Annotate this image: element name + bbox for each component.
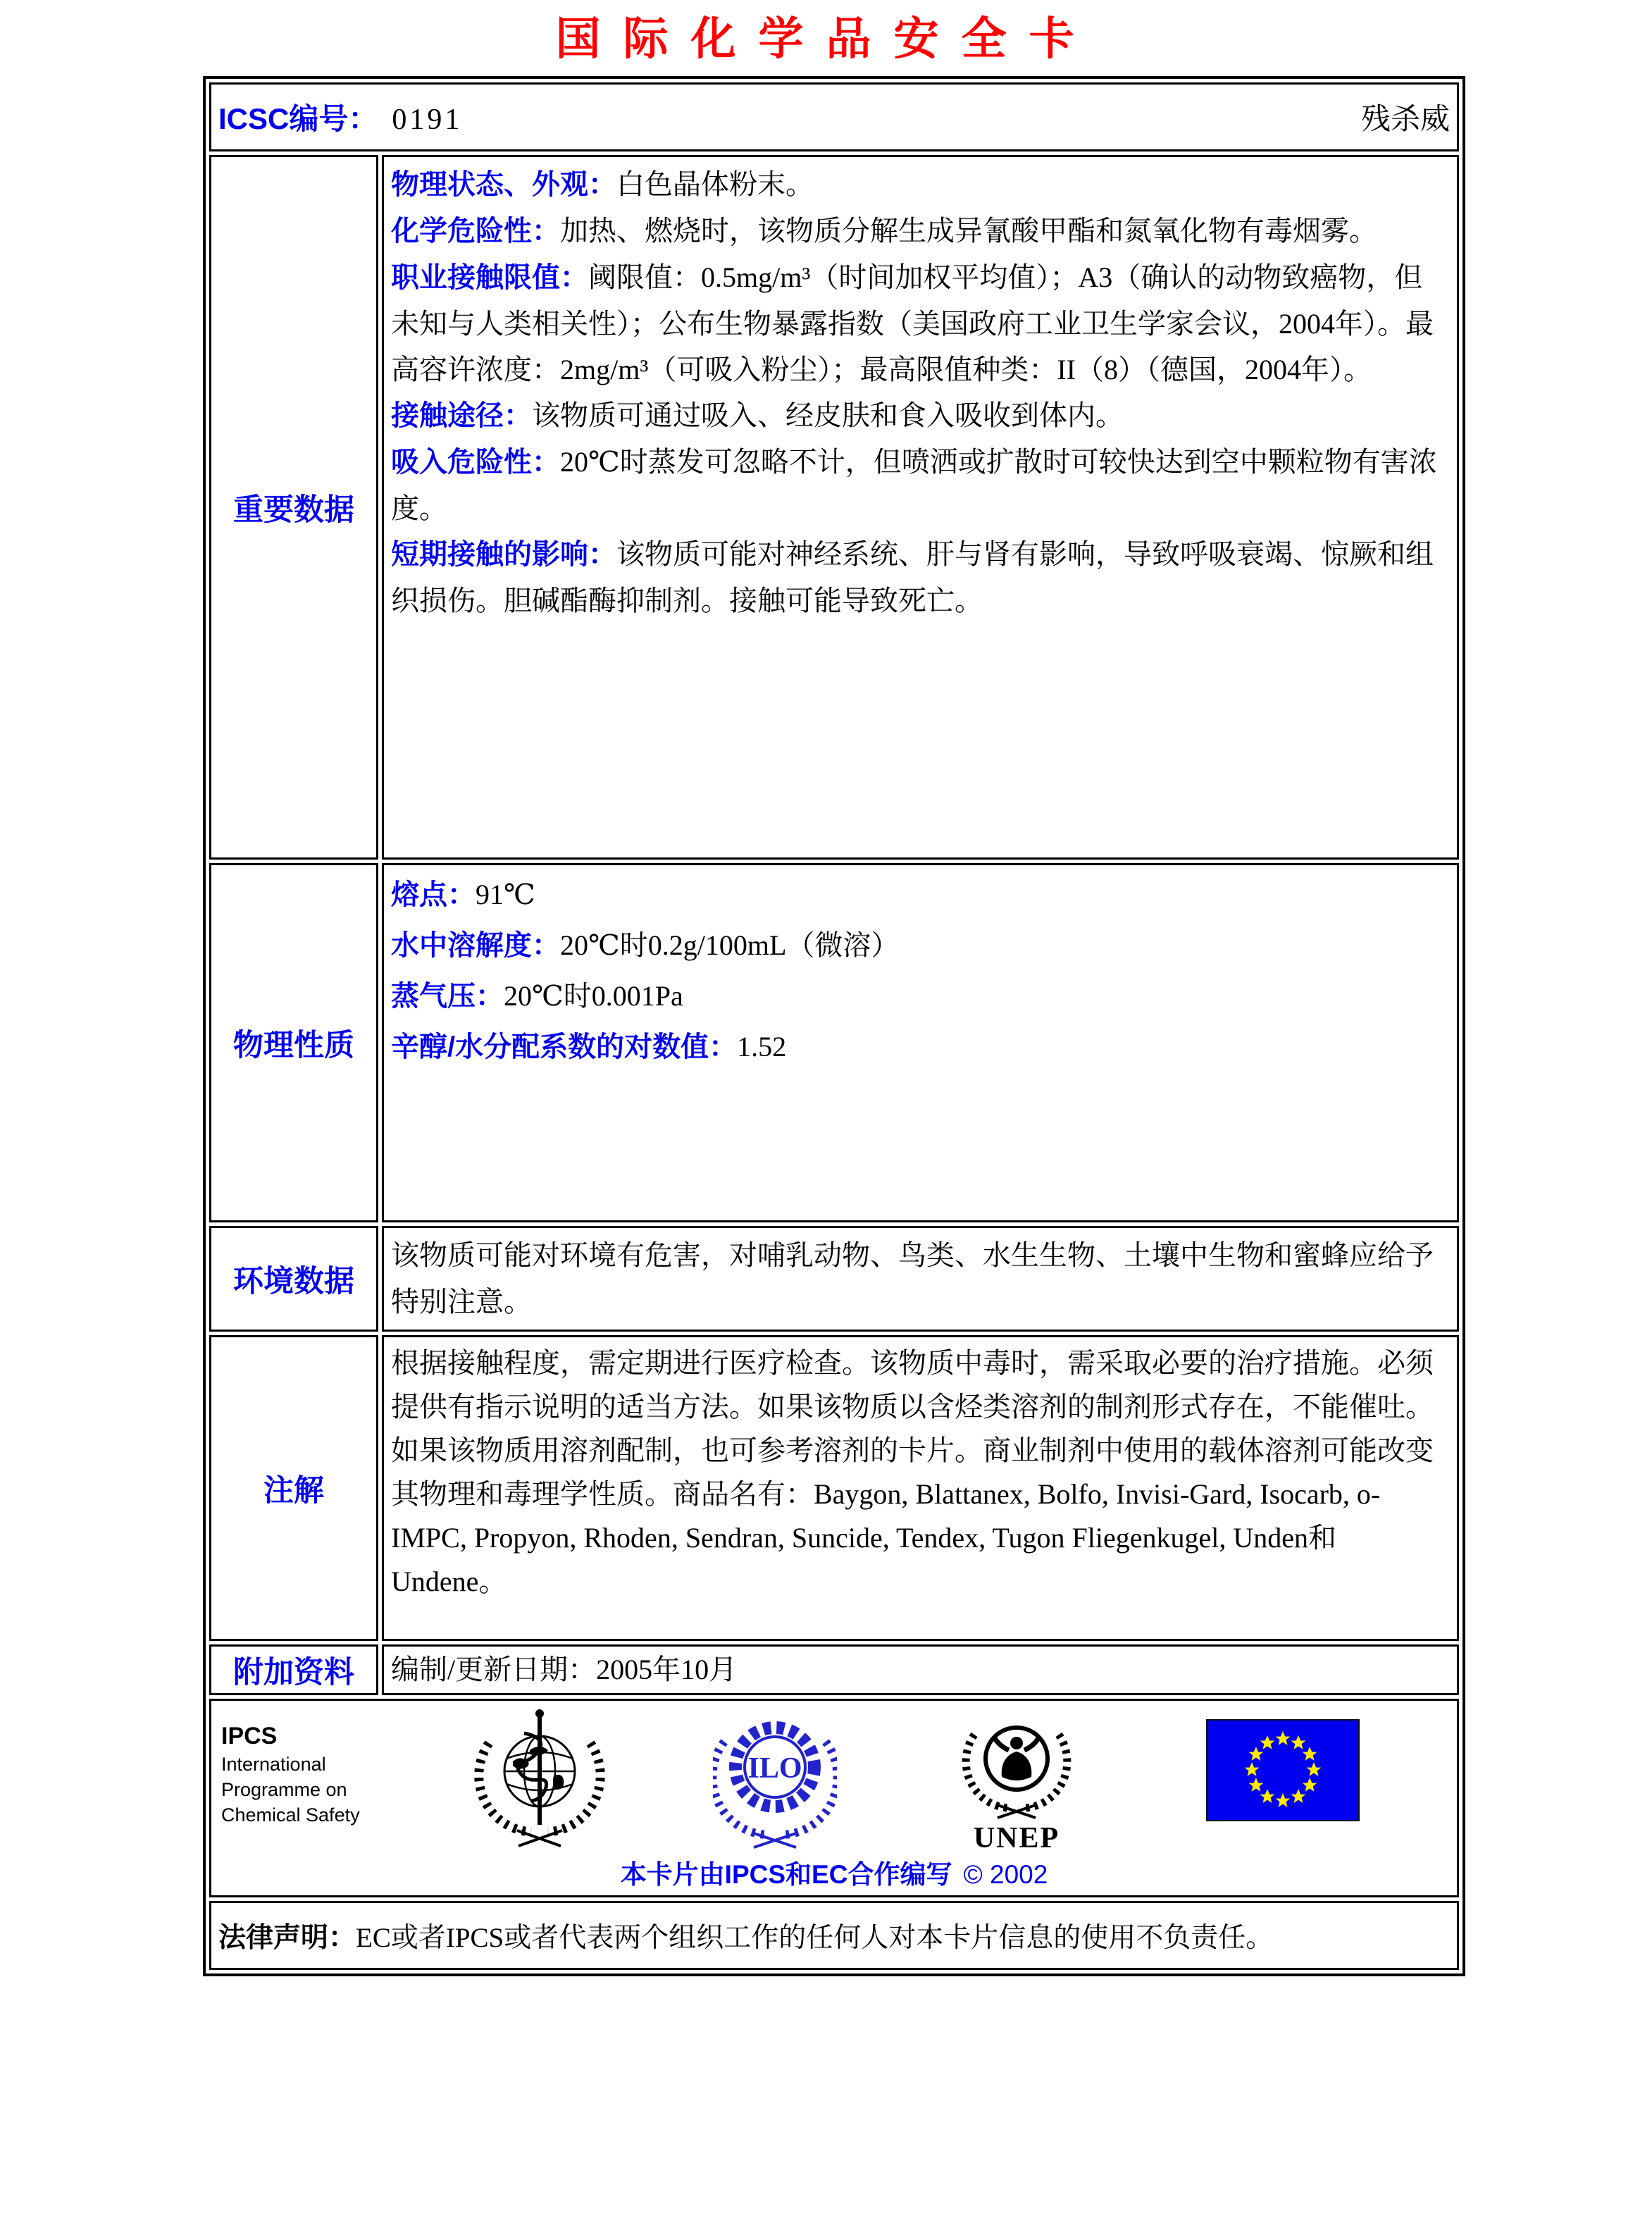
icsc-number-row bbox=[209, 82, 1459, 151]
environmental-data-content bbox=[382, 1226, 1459, 1332]
important-data-label: 重要数据 bbox=[209, 155, 378, 860]
logos-cell bbox=[209, 1699, 1459, 1897]
field-text: 20℃时0.001Pa bbox=[504, 980, 683, 1012]
field-text: 白色晶体粉末。 bbox=[616, 168, 814, 200]
field-label: 物理状态、外观： bbox=[391, 169, 616, 200]
field-physical-state bbox=[391, 161, 1448, 208]
notes-text: 根据接触程度，需定期进行医疗检查。该物质中毒时，需采取必要的治疗措施。必须提供有指示说明的适当方法。如果该物质以含烃类溶剂的制剂形式存在，不能催吐。如果该物质用溶剂配制，也可参考溶剂的卡片。商业制剂中使用的载体溶剂可能改变其物理和毒理学性质。商品名有：Baygon, Blattanex, Bolfo, Invisi-Gard, Isocarb, o-IMPC, Propyon, Rhoden, Sendran, Suncide, Tendex, Tugon Fliegenkugel, Unden和 Undene。 bbox=[391, 1347, 1434, 1597]
field-label: 蒸气压： bbox=[391, 981, 504, 1012]
important-data-row bbox=[209, 155, 1459, 860]
field-exposure-routes bbox=[391, 392, 1448, 439]
additional-information-row bbox=[209, 1644, 1459, 1695]
field-short-term-effects bbox=[391, 531, 1448, 624]
field-octanol-water-coefficient bbox=[391, 1022, 1448, 1072]
field-text: 91℃ bbox=[476, 879, 535, 910]
important-data-content bbox=[382, 155, 1459, 860]
legal-notice-text: EC或者IPCS或者代表两个组织工作的任何人对本卡片信息的使用不负责任。 bbox=[356, 1923, 1274, 1953]
legal-notice-cell bbox=[209, 1901, 1459, 1970]
field-water-solubility bbox=[391, 920, 1448, 971]
field-melting-point bbox=[391, 869, 1448, 920]
field-label: 熔点： bbox=[391, 879, 476, 910]
physical-properties-row bbox=[209, 863, 1459, 1222]
icsc-number-value: 0191 bbox=[392, 104, 463, 136]
environmental-data-label: 环境数据 bbox=[209, 1226, 378, 1332]
additional-information-label: 附加资料 bbox=[209, 1644, 378, 1695]
field-inhalation-risk bbox=[391, 439, 1448, 531]
ilo-logo-icon bbox=[713, 1706, 837, 1851]
chemical-name: 残杀威 bbox=[1360, 104, 1450, 136]
field-label: 职业接触限值： bbox=[391, 262, 588, 293]
notes-content bbox=[382, 1335, 1459, 1641]
unep-logo-icon bbox=[957, 1704, 1076, 1853]
copyright-text: © 2002 bbox=[963, 1860, 1048, 1889]
field-label: 化学危险性： bbox=[391, 216, 560, 247]
field-label: 短期接触的影响： bbox=[391, 539, 616, 570]
icsc-card-table bbox=[203, 76, 1465, 1976]
field-text: 阈限值：0.5mg/m³（时间加权平均值）；A3（确认的动物致癌物，但未知与人类相关性）；公布生物暴露指数（美国政府工业卫生学家会议，2004年）。最高容许浓度：2mg/m³（可吸入粉尘）；最高限值种类：II（8）（德国，2004年）。 bbox=[391, 261, 1434, 385]
field-vapor-pressure bbox=[391, 971, 1448, 1022]
environmental-data-text: 该物质可能对环境有危害，对哺乳动物、鸟类、水生生物、土壤中生物和蜜蜂应给予特别注意。 bbox=[391, 1239, 1434, 1318]
field-text: 该物质可通过吸入、经皮肤和食入吸收到体内。 bbox=[532, 399, 1124, 431]
field-text: 加热、燃烧时，该物质分解生成异氰酸甲酯和氮氧化物有毒烟雾。 bbox=[560, 215, 1377, 247]
additional-information-text: 编制/更新日期：2005年10月 bbox=[391, 1654, 738, 1685]
additional-information-content bbox=[382, 1644, 1459, 1695]
legal-notice-row bbox=[209, 1901, 1459, 1970]
field-text: 1.52 bbox=[737, 1031, 787, 1062]
physical-properties-label: 物理性质 bbox=[209, 863, 378, 1222]
notes-label: 注解 bbox=[209, 1335, 378, 1641]
icsc-number-group bbox=[218, 96, 462, 138]
icsc-number-label: ICSC编号： bbox=[218, 102, 378, 135]
field-label: 吸入危险性： bbox=[391, 447, 560, 478]
field-label: 水中溶解度： bbox=[391, 930, 560, 961]
ipcs-acronym: IPCS bbox=[221, 1723, 278, 1749]
page-title: 国际化学品安全卡 bbox=[555, 13, 1097, 64]
eu-flag-icon bbox=[1206, 1719, 1360, 1821]
who-logo-icon bbox=[469, 1706, 610, 1851]
field-label: 辛醇/水分配系数的对数值： bbox=[391, 1031, 738, 1062]
field-text: 该物质可能对神经系统、肝与肾有影响，导致呼吸衰竭、惊厥和组织损伤。胆碱酯酶抑制剂。接触可能导致死亡。 bbox=[391, 538, 1434, 616]
notes-row bbox=[209, 1335, 1459, 1641]
field-label: 接触途径： bbox=[391, 400, 532, 431]
field-chemical-danger bbox=[391, 208, 1448, 254]
icsc-document-page bbox=[0, 11, 1652, 2237]
ipcs-line-2: Programme on bbox=[221, 1779, 347, 1800]
physical-properties-content bbox=[382, 863, 1459, 1222]
ipcs-line-1: International bbox=[221, 1754, 326, 1775]
unep-logo-text: UNEP bbox=[973, 1822, 1060, 1853]
credit-text: 本卡片由IPCS和EC合作编写 bbox=[620, 1860, 952, 1889]
environmental-data-row bbox=[209, 1226, 1459, 1332]
ilo-logo-text: ILO bbox=[747, 1752, 802, 1785]
field-text: 20℃时0.2g/100mL（微溶） bbox=[560, 929, 900, 961]
legal-notice-label: 法律声明： bbox=[218, 1923, 356, 1953]
ipcs-line-3: Chemical Safety bbox=[221, 1804, 360, 1826]
credit-line bbox=[211, 1853, 1457, 1891]
ipcs-text-block bbox=[221, 1721, 360, 1828]
logos-row bbox=[209, 1699, 1459, 1897]
field-occupational-limits bbox=[391, 254, 1448, 392]
field-text: 20℃时蒸发可忽略不计，但喷洒或扩散时可较快达到空中颗粒物有害浓度。 bbox=[391, 446, 1437, 524]
icsc-number-cell bbox=[209, 82, 1459, 151]
